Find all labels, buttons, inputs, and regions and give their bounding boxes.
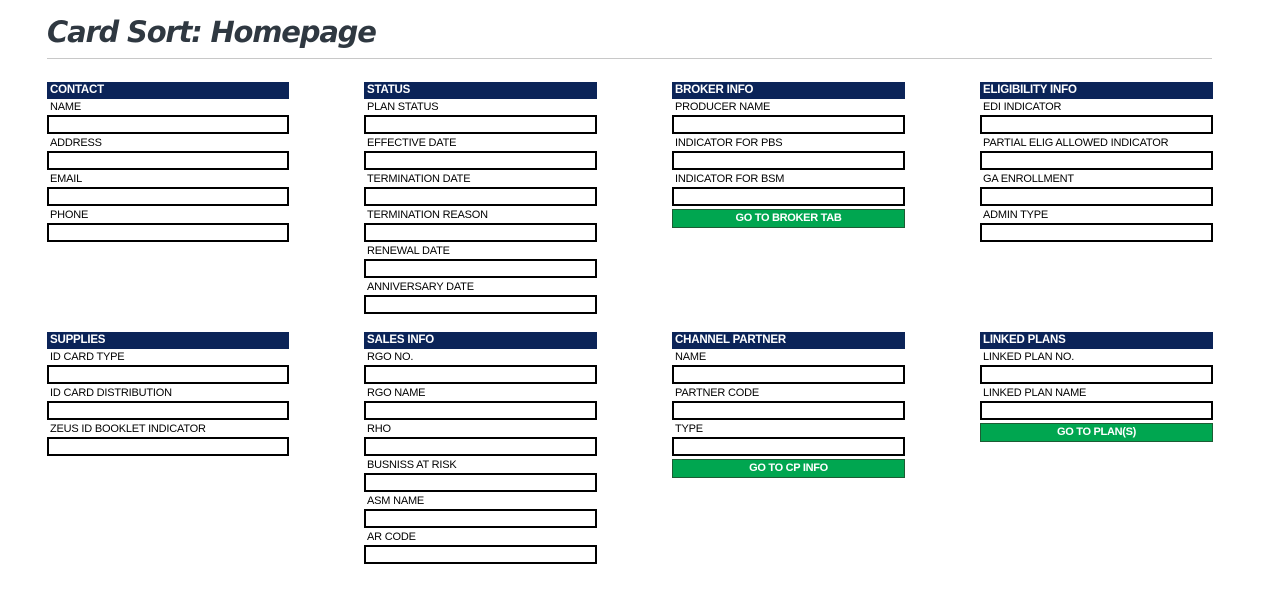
cp-type-field xyxy=(672,421,905,457)
id-card-type-field xyxy=(47,349,289,385)
linked-plans-section xyxy=(980,332,1213,442)
eligibility-info-section xyxy=(980,82,1213,243)
field-label: EFFECTIVE DATE xyxy=(367,137,457,149)
field-label: TERMINATION REASON xyxy=(367,209,488,221)
section-header: ELIGIBILITY INFO xyxy=(980,82,1213,99)
indicator-bsm-field xyxy=(672,171,905,207)
contact-address-field xyxy=(47,135,289,171)
go-to-cp-info-button[interactable]: GO TO CP INFO xyxy=(672,459,905,478)
linked-plan-name-field xyxy=(980,385,1213,421)
contact-email-input[interactable] xyxy=(47,187,289,206)
go-to-broker-tab-button[interactable]: GO TO BROKER TAB xyxy=(672,209,905,228)
field-label: ASM NAME xyxy=(367,495,425,507)
renewal-date-input[interactable] xyxy=(364,259,597,278)
contact-address-input[interactable] xyxy=(47,151,289,170)
field-label: ADDRESS xyxy=(50,137,102,149)
channel-partner-section xyxy=(672,332,905,478)
field-label: RHO xyxy=(367,423,391,435)
contact-phone-field xyxy=(47,207,289,243)
field-label: BUSNISS AT RISK xyxy=(367,459,457,471)
section-header: LINKED PLANS xyxy=(980,332,1213,349)
termination-date-input[interactable] xyxy=(364,187,597,206)
effective-date-field xyxy=(364,135,597,171)
linked-plan-no-field xyxy=(980,349,1213,385)
field-label: PARTNER CODE xyxy=(675,387,759,399)
section-header: CHANNEL PARTNER xyxy=(672,332,905,349)
section-header: STATUS xyxy=(364,82,597,99)
contact-name-field xyxy=(47,99,289,135)
termination-reason-input[interactable] xyxy=(364,223,597,242)
indicator-bsm-input[interactable] xyxy=(672,187,905,206)
anniversary-date-field xyxy=(364,279,597,315)
edi-indicator-input[interactable] xyxy=(980,115,1213,134)
field-label: ANNIVERSARY DATE xyxy=(367,281,474,293)
field-label: PLAN STATUS xyxy=(367,101,439,113)
contact-section xyxy=(47,82,289,243)
field-label: INDICATOR FOR BSM xyxy=(675,173,785,185)
sales-info-section xyxy=(364,332,597,565)
indicator-pbs-field xyxy=(672,135,905,171)
ar-code-field xyxy=(364,529,597,565)
plan-status-field xyxy=(364,99,597,135)
ga-enrollment-field xyxy=(980,171,1213,207)
partner-code-input[interactable] xyxy=(672,401,905,420)
field-label: NAME xyxy=(675,351,706,363)
field-label: TYPE xyxy=(675,423,703,435)
business-at-risk-input[interactable] xyxy=(364,473,597,492)
partial-elig-input[interactable] xyxy=(980,151,1213,170)
field-label: GA ENROLLMENT xyxy=(983,173,1074,185)
admin-type-input[interactable] xyxy=(980,223,1213,242)
zeus-id-booklet-field xyxy=(47,421,289,457)
asm-name-field xyxy=(364,493,597,529)
section-header: SUPPLIES xyxy=(47,332,289,349)
status-section xyxy=(364,82,597,315)
field-label: EMAIL xyxy=(50,173,83,185)
field-label: RGO NO. xyxy=(367,351,414,363)
field-label: LINKED PLAN NAME xyxy=(983,387,1087,399)
field-label: ID CARD TYPE xyxy=(50,351,125,363)
rgo-no-input[interactable] xyxy=(364,365,597,384)
field-label: PRODUCER NAME xyxy=(675,101,771,113)
contact-name-input[interactable] xyxy=(47,115,289,134)
section-header: CONTACT xyxy=(47,82,289,99)
title-divider xyxy=(47,58,1212,59)
edi-indicator-field xyxy=(980,99,1213,135)
field-label: AR CODE xyxy=(367,531,416,543)
producer-name-field xyxy=(672,99,905,135)
producer-name-input[interactable] xyxy=(672,115,905,134)
broker-info-section xyxy=(672,82,905,228)
linked-plan-name-input[interactable] xyxy=(980,401,1213,420)
id-card-distribution-field xyxy=(47,385,289,421)
id-card-type-input[interactable] xyxy=(47,365,289,384)
cp-type-input[interactable] xyxy=(672,437,905,456)
rgo-name-input[interactable] xyxy=(364,401,597,420)
rgo-no-field xyxy=(364,349,597,385)
zeus-id-booklet-input[interactable] xyxy=(47,437,289,456)
section-header: SALES INFO xyxy=(364,332,597,349)
cp-name-field xyxy=(672,349,905,385)
field-label: NAME xyxy=(50,101,81,113)
indicator-pbs-input[interactable] xyxy=(672,151,905,170)
field-label: TERMINATION DATE xyxy=(367,173,471,185)
field-label: ADMIN TYPE xyxy=(983,209,1049,221)
contact-email-field xyxy=(47,171,289,207)
renewal-date-field xyxy=(364,243,597,279)
field-label: PHONE xyxy=(50,209,89,221)
field-label: RGO NAME xyxy=(367,387,426,399)
section-header: BROKER INFO xyxy=(672,82,905,99)
id-card-distribution-input[interactable] xyxy=(47,401,289,420)
cp-name-input[interactable] xyxy=(672,365,905,384)
rho-field xyxy=(364,421,597,457)
ar-code-input[interactable] xyxy=(364,545,597,564)
business-at-risk-field xyxy=(364,457,597,493)
plan-status-input[interactable] xyxy=(364,115,597,134)
field-label: LINKED PLAN NO. xyxy=(983,351,1075,363)
go-to-plans-button[interactable]: GO TO PLAN(S) xyxy=(980,423,1213,442)
rgo-name-field xyxy=(364,385,597,421)
anniversary-date-input[interactable] xyxy=(364,295,597,314)
termination-reason-field xyxy=(364,207,597,243)
ga-enrollment-input[interactable] xyxy=(980,187,1213,206)
partial-elig-field xyxy=(980,135,1213,171)
contact-phone-input[interactable] xyxy=(47,223,289,242)
field-label: ID CARD DISTRIBUTION xyxy=(50,387,172,399)
field-label: EDI INDICATOR xyxy=(983,101,1062,113)
rho-input[interactable] xyxy=(364,437,597,456)
partner-code-field xyxy=(672,385,905,421)
field-label: INDICATOR FOR PBS xyxy=(675,137,783,149)
effective-date-input[interactable] xyxy=(364,151,597,170)
field-label: ZEUS ID BOOKLET INDICATOR xyxy=(50,423,206,435)
admin-type-field xyxy=(980,207,1213,243)
supplies-section xyxy=(47,332,289,457)
page-title: Card Sort: Homepage xyxy=(47,15,376,49)
field-label: PARTIAL ELIG ALLOWED INDICATOR xyxy=(983,137,1169,149)
asm-name-input[interactable] xyxy=(364,509,597,528)
linked-plan-no-input[interactable] xyxy=(980,365,1213,384)
field-label: RENEWAL DATE xyxy=(367,245,450,257)
termination-date-field xyxy=(364,171,597,207)
